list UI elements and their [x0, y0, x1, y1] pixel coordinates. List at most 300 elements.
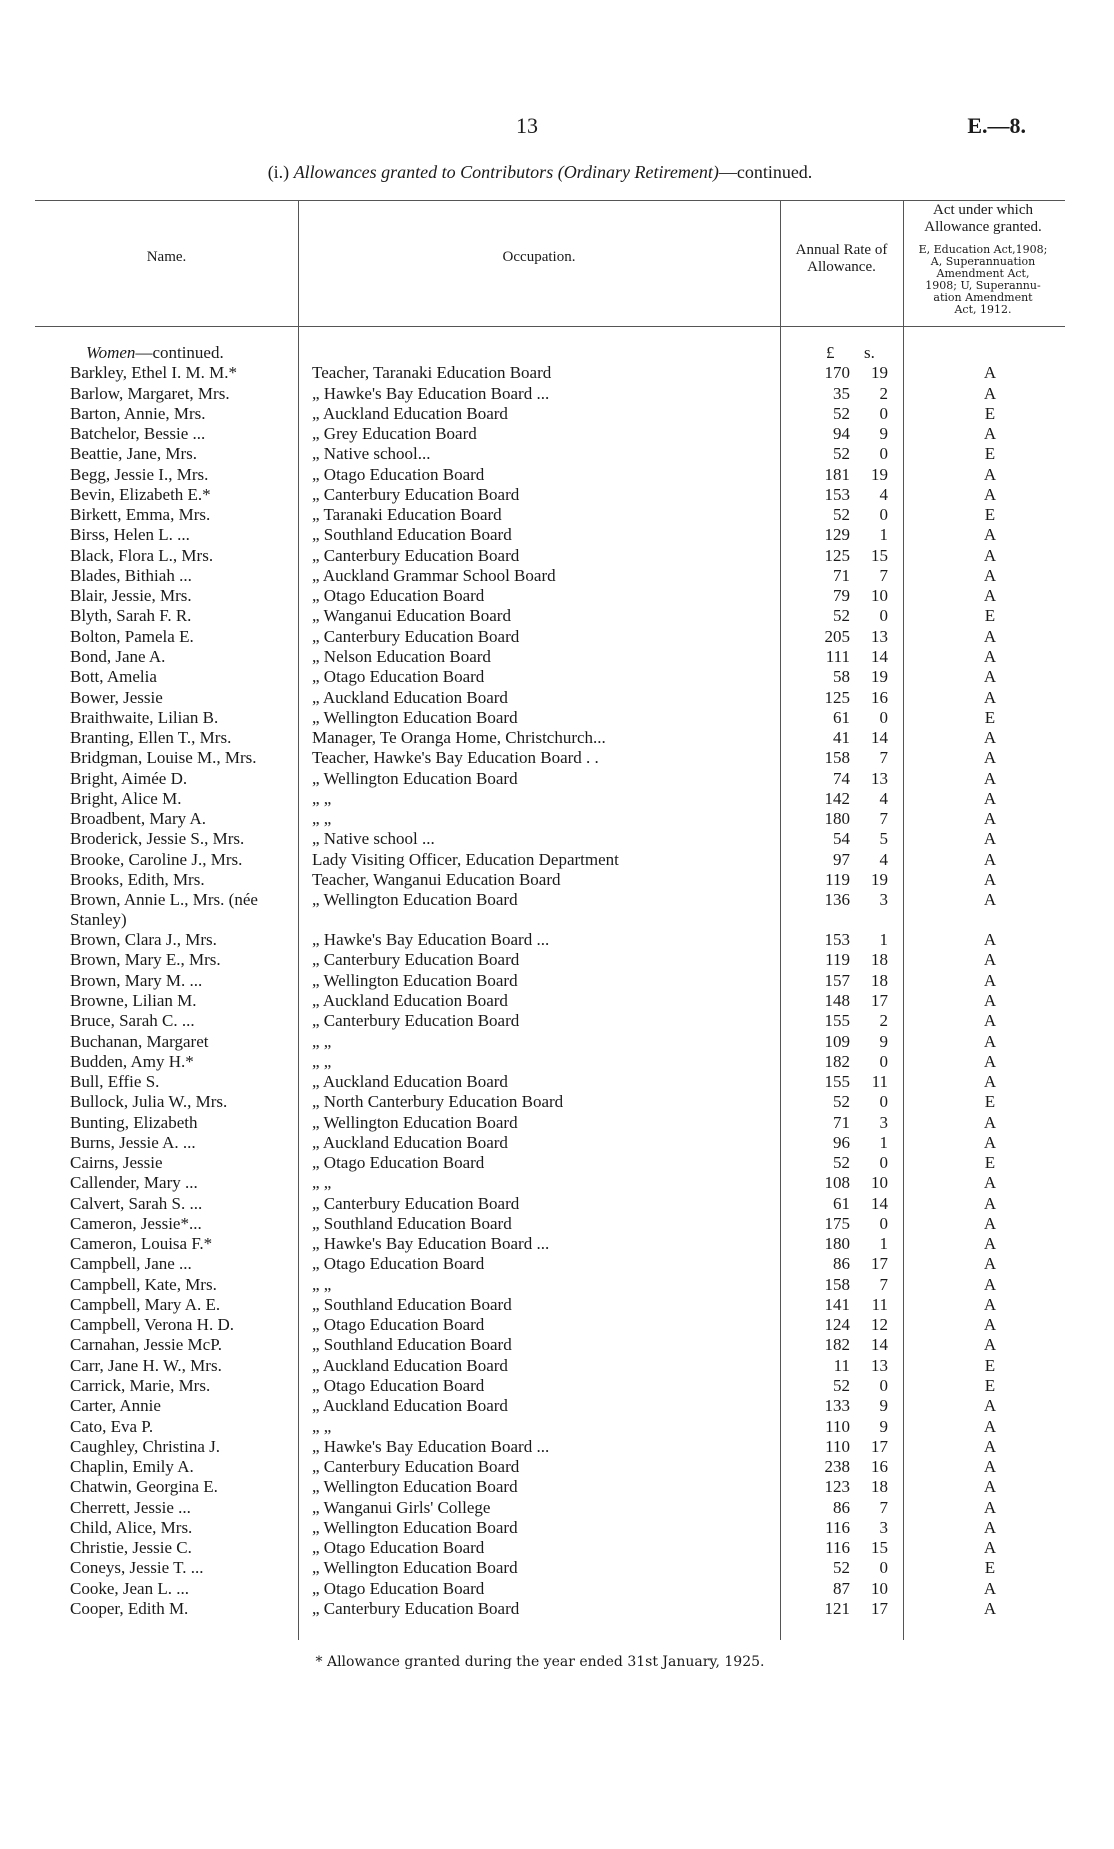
row-act: A [983, 788, 997, 808]
row-act: A [983, 768, 997, 788]
row-name: Cooke, Jean L. ... [70, 1578, 189, 1598]
table-row [0, 1254, 1114, 1274]
row-shillings: 19 [871, 667, 888, 687]
row-shillings: 7 [879, 1274, 888, 1294]
shilling-symbol: s. [864, 343, 875, 362]
row-occupation: „ Hawke's Bay Education Board ... [312, 1234, 550, 1254]
row-act: A [983, 565, 997, 585]
row-occupation: „ Wellington Education Board [312, 1558, 518, 1578]
row-act: A [983, 990, 997, 1010]
row-pounds: 86 [833, 1254, 850, 1274]
row-shillings: 2 [879, 1011, 888, 1031]
row-pounds: 52 [833, 505, 850, 525]
row-act: A [983, 1538, 997, 1558]
row-occupation: „ Otago Education Board [312, 1254, 485, 1274]
row-act: A [983, 687, 997, 707]
row-occupation: „ „ [312, 1051, 332, 1071]
row-act: A [983, 1315, 997, 1335]
row-act: A [983, 1396, 997, 1416]
row-name: Child, Alice, Mrs. [70, 1517, 193, 1537]
row-shillings: 7 [879, 1497, 888, 1517]
table-row [0, 444, 1114, 464]
row-act: A [983, 950, 997, 970]
row-pounds: 96 [833, 1132, 850, 1152]
table-row [0, 769, 1114, 789]
row-act: A [983, 383, 997, 403]
row-occupation: „ Otago Education Board [312, 1315, 485, 1335]
row-shillings: 0 [879, 1051, 888, 1071]
row-name: Carter, Annie [70, 1396, 161, 1416]
row-shillings: 5 [879, 829, 888, 849]
footnote: * Allowance granted during the year ended 31st January, 1925. [315, 1654, 765, 1670]
row-shillings: 18 [871, 950, 888, 970]
row-pounds: 52 [833, 606, 850, 626]
row-shillings: 17 [871, 1254, 888, 1274]
column-header-name: Name. [146, 249, 187, 265]
table-row [0, 1356, 1114, 1376]
table-row [0, 1315, 1114, 1335]
act-note-line2: A, Superannuation [930, 255, 1036, 268]
table-row [0, 525, 1114, 545]
row-shillings: 0 [879, 1092, 888, 1112]
table-row [0, 1194, 1114, 1214]
row-act: A [983, 424, 997, 444]
row-pounds: 125 [824, 687, 850, 707]
table-row [0, 566, 1114, 586]
table-row [0, 1558, 1114, 1578]
row-act: A [983, 728, 997, 748]
table-row [0, 1396, 1114, 1416]
row-shillings: 10 [871, 1578, 888, 1598]
row-act: A [983, 1497, 997, 1517]
row-pounds: 97 [833, 849, 850, 869]
row-act: A [983, 1112, 997, 1132]
row-name: Bull, Effie S. [70, 1072, 160, 1092]
row-occupation: Teacher, Hawke's Bay Education Board . . [312, 748, 599, 768]
row-act: A [983, 363, 997, 383]
row-pounds: 52 [833, 1092, 850, 1112]
row-occupation: „ Nelson Education Board [312, 646, 491, 666]
row-act: A [983, 849, 997, 869]
row-pounds: 41 [833, 728, 850, 748]
row-pounds: 52 [833, 444, 850, 464]
title-italic: Allowances granted to Contributors (Ordinary Retirement) [293, 162, 719, 182]
row-pounds: 52 [833, 1376, 850, 1396]
row-pounds: 125 [824, 545, 850, 565]
row-occupation: „ Southland Education Board [312, 1294, 512, 1314]
table-row [0, 971, 1114, 991]
row-act: A [983, 1335, 997, 1355]
row-shillings: 11 [871, 1072, 888, 1092]
row-occupation: „ Native school... [312, 444, 431, 464]
row-shillings: 3 [879, 890, 888, 910]
row-pounds: 155 [824, 1072, 850, 1092]
row-act: A [983, 809, 997, 829]
row-act: A [983, 586, 997, 606]
row-pounds: 86 [833, 1497, 850, 1517]
row-pounds: 108 [824, 1173, 850, 1193]
row-occupation: „ „ [312, 1031, 332, 1051]
row-name: Brown, Mary M. ... [70, 970, 203, 990]
row-act: A [983, 1517, 997, 1537]
row-occupation: „ Wellington Education Board [312, 1517, 518, 1537]
table-row [0, 1275, 1114, 1295]
row-occupation: „ Grey Education Board [312, 424, 477, 444]
row-name: Bevin, Elizabeth E.* [70, 484, 211, 504]
row-name: Bruce, Sarah C. ... [70, 1011, 195, 1031]
row-act: A [983, 1436, 997, 1456]
table-row [0, 586, 1114, 606]
row-name: Budden, Amy H.* [70, 1051, 194, 1071]
row-occupation: „ Canterbury Education Board [312, 1011, 520, 1031]
row-act: A [983, 1011, 997, 1031]
row-name: Blades, Bithiah ... [70, 565, 192, 585]
row-name: Cameron, Jessie*... [70, 1213, 202, 1233]
row-pounds: 180 [824, 809, 850, 829]
row-occupation: „ Auckland Education Board [312, 687, 508, 707]
row-name: Chaplin, Emily A. [70, 1457, 194, 1477]
row-occupation: „ Auckland Education Board [312, 1355, 508, 1375]
row-name: Begg, Jessie I., Mrs. [70, 464, 209, 484]
row-act: A [983, 484, 997, 504]
row-pounds: 158 [824, 1274, 850, 1294]
row-occupation: „ Wellington Education Board [312, 1112, 518, 1132]
row-shillings: 9 [879, 1416, 888, 1436]
row-name: Carrick, Marie, Mrs. [70, 1376, 211, 1396]
table-row [0, 505, 1114, 525]
row-name: Birss, Helen L. ... [70, 525, 190, 545]
row-shillings: 17 [871, 990, 888, 1010]
row-shillings: 0 [879, 1376, 888, 1396]
row-name: Bunting, Elizabeth [70, 1112, 198, 1132]
row-act: A [983, 646, 997, 666]
row-pounds: 182 [824, 1335, 850, 1355]
row-occupation: „ „ [312, 1173, 332, 1193]
row-shillings: 19 [871, 869, 888, 889]
row-act: E [984, 444, 996, 464]
table-row [0, 667, 1114, 687]
row-occupation: „ Otago Education Board [312, 1153, 485, 1173]
row-name: Brown, Clara J., Mrs. [70, 930, 217, 950]
row-occupation: „ Auckland Grammar School Board [312, 565, 556, 585]
row-name: Chatwin, Georgina E. [70, 1477, 218, 1497]
row-pounds: 148 [824, 990, 850, 1010]
row-act: A [983, 1132, 997, 1152]
row-occupation: Manager, Te Oranga Home, Christchurch... [312, 728, 606, 748]
row-act: A [983, 1578, 997, 1598]
row-pounds: 109 [824, 1031, 850, 1051]
table-row [0, 1498, 1114, 1518]
row-shillings: 2 [879, 383, 888, 403]
row-occupation: „ Canterbury Education Board [312, 545, 520, 565]
row-name: Bright, Aimée D. [70, 768, 188, 788]
row-occupation: „ Southland Education Board [312, 1213, 512, 1233]
row-name: Branting, Ellen T., Mrs. [70, 728, 232, 748]
table-row [0, 404, 1114, 424]
row-occupation: „ Auckland Education Board [312, 1072, 508, 1092]
row-act: E [984, 505, 996, 525]
table-row [0, 688, 1114, 708]
row-shillings: 13 [871, 1355, 888, 1375]
row-act: A [983, 890, 997, 910]
row-act: A [983, 1193, 997, 1213]
row-shillings: 0 [879, 1153, 888, 1173]
table-row [0, 1417, 1114, 1437]
row-name: Caughley, Christina J. [70, 1436, 220, 1456]
row-name: Carnahan, Jessie McP. [70, 1335, 223, 1355]
row-occupation: „ Canterbury Education Board [312, 1457, 520, 1477]
row-pounds: 158 [824, 748, 850, 768]
row-name: Cairns, Jessie [70, 1153, 163, 1173]
row-act: A [983, 1457, 997, 1477]
row-occupation: „ Taranaki Education Board [312, 505, 502, 525]
row-pounds: 119 [825, 950, 850, 970]
table-row [0, 1457, 1114, 1477]
row-act: A [983, 1477, 997, 1497]
row-shillings: 10 [871, 1173, 888, 1193]
row-name: Campbell, Mary A. E. [70, 1294, 221, 1314]
row-occupation: „ Otago Education Board [312, 667, 485, 687]
row-name: Carr, Jane H. W., Mrs. [70, 1355, 222, 1375]
column-header-act-line2: Allowance granted. [924, 219, 1042, 235]
row-shillings: 13 [871, 626, 888, 646]
table-row [0, 363, 1114, 383]
row-pounds: 182 [824, 1051, 850, 1071]
row-shillings: 0 [879, 1213, 888, 1233]
row-name: Bolton, Pamela E. [70, 626, 194, 646]
row-pounds: 74 [833, 768, 850, 788]
table-top-rule [35, 200, 1065, 201]
row-occupation: „ Auckland Education Board [312, 403, 508, 423]
column-header-occupation: Occupation. [502, 249, 576, 265]
header-bottom-rule [35, 326, 1065, 327]
table-row [0, 748, 1114, 768]
row-occupation: „ Hawke's Bay Education Board ... [312, 930, 550, 950]
section-heading-row [0, 343, 1114, 363]
row-occupation: „ Canterbury Education Board [312, 484, 520, 504]
table-row [0, 809, 1114, 829]
section-label-suffix: —continued. [135, 343, 224, 362]
row-act: A [983, 1072, 997, 1092]
row-shillings: 18 [871, 970, 888, 990]
table-row [0, 465, 1114, 485]
row-occupation: „ Southland Education Board [312, 1335, 512, 1355]
row-occupation: „ Wanganui Education Board [312, 606, 511, 626]
table-row [0, 991, 1114, 1011]
row-shillings: 11 [871, 1294, 888, 1314]
act-note-line5: ation Amendment [933, 291, 1033, 304]
table-row [0, 930, 1114, 950]
table-row [0, 1538, 1114, 1558]
row-occupation: „ Otago Education Board [312, 1538, 485, 1558]
table-row [0, 546, 1114, 566]
row-name: Burns, Jessie A. ... [70, 1132, 196, 1152]
row-occupation: „ Otago Education Board [312, 1376, 485, 1396]
row-shillings: 4 [879, 849, 888, 869]
table-row [0, 728, 1114, 748]
row-shillings: 4 [879, 484, 888, 504]
row-name: Buchanan, Margaret [70, 1031, 209, 1051]
table-row [0, 850, 1114, 870]
column-header-act-line1: Act under which [933, 202, 1033, 218]
row-act: A [983, 464, 997, 484]
row-name: Blair, Jessie, Mrs. [70, 586, 192, 606]
row-name: Campbell, Kate, Mrs. [70, 1274, 217, 1294]
row-pounds: 121 [824, 1598, 850, 1618]
table-row [0, 870, 1114, 890]
row-act: E [984, 1558, 996, 1578]
row-act: E [984, 403, 996, 423]
table-row [0, 1113, 1114, 1133]
row-act: E [984, 606, 996, 626]
row-shillings: 0 [879, 1558, 888, 1578]
act-note-line6: Act, 1912. [954, 303, 1012, 316]
row-name: Bond, Jane A. [70, 646, 166, 666]
table-row [0, 829, 1114, 849]
row-occupation: „ Canterbury Education Board [312, 626, 520, 646]
row-occupation: „ Southland Education Board [312, 525, 512, 545]
row-pounds: 181 [824, 464, 850, 484]
row-name: Bullock, Julia W., Mrs. [70, 1092, 228, 1112]
row-name: Bott, Amelia [70, 667, 157, 687]
row-shillings: 4 [879, 788, 888, 808]
table-row [0, 1173, 1114, 1193]
table-row [0, 890, 1114, 930]
row-occupation: „ Wellington Education Board [312, 890, 518, 910]
row-occupation: „ Otago Education Board [312, 586, 485, 606]
row-occupation: Lady Visiting Officer, Education Department [312, 849, 619, 869]
row-pounds: 79 [833, 586, 850, 606]
row-name: Brooks, Edith, Mrs. [70, 869, 205, 889]
row-pounds: 119 [825, 869, 850, 889]
table-row [0, 708, 1114, 728]
table-row [0, 424, 1114, 444]
table-row [0, 1092, 1114, 1112]
row-shillings: 0 [879, 606, 888, 626]
row-pounds: 153 [824, 930, 850, 950]
row-name: Birkett, Emma, Mrs. [70, 505, 211, 525]
row-occupation: „ „ [312, 788, 332, 808]
row-shillings: 14 [871, 646, 888, 666]
act-note-line4: 1908; U, Superannu- [925, 279, 1041, 292]
row-name: Broadbent, Mary A. [70, 809, 206, 829]
row-name: Barton, Annie, Mrs. [70, 403, 206, 423]
row-act: A [983, 667, 997, 687]
row-pounds: 87 [833, 1578, 850, 1598]
row-act: A [983, 525, 997, 545]
row-name: Coneys, Jessie T. ... [70, 1558, 204, 1578]
row-pounds: 71 [833, 565, 850, 585]
row-shillings: 3 [879, 1112, 888, 1132]
table-row [0, 647, 1114, 667]
allowances-table-body [0, 343, 1114, 1619]
row-act: A [983, 1173, 997, 1193]
row-name: Callender, Mary ... [70, 1173, 198, 1193]
row-name: Bridgman, Louise M., Mrs. [70, 748, 257, 768]
row-occupation: „ Hawke's Bay Education Board ... [312, 383, 550, 403]
row-act: A [983, 545, 997, 565]
table-row [0, 1133, 1114, 1153]
table-row [0, 789, 1114, 809]
row-name: Calvert, Sarah S. ... [70, 1193, 203, 1213]
table-row [0, 1072, 1114, 1092]
row-shillings: 10 [871, 586, 888, 606]
row-name: Brown, Mary E., Mrs. [70, 950, 221, 970]
row-shillings: 12 [871, 1315, 888, 1335]
row-pounds: 52 [833, 403, 850, 423]
column-header-rate-line2: Allowance. [807, 259, 876, 275]
row-shillings: 15 [871, 1538, 888, 1558]
row-pounds: 110 [825, 1436, 850, 1456]
row-occupation: „ „ [312, 1274, 332, 1294]
table-row [0, 485, 1114, 505]
row-pounds: 153 [824, 484, 850, 504]
row-shillings: 0 [879, 707, 888, 727]
column-header-rate-line1: Annual Rate of [795, 242, 888, 258]
row-pounds: 133 [824, 1396, 850, 1416]
table-row [0, 1579, 1114, 1599]
row-occupation: Teacher, Taranaki Education Board [312, 363, 552, 383]
pound-symbol: £ [826, 343, 835, 362]
section-heading [86, 343, 224, 363]
row-shillings: 0 [879, 403, 888, 423]
row-name: Beattie, Jane, Mrs. [70, 444, 197, 464]
table-row [0, 606, 1114, 626]
row-pounds: 155 [824, 1011, 850, 1031]
row-occupation: Teacher, Wanganui Education Board [312, 869, 561, 889]
table-row [0, 1153, 1114, 1173]
row-shillings: 1 [879, 1234, 888, 1254]
table-row [0, 1376, 1114, 1396]
row-occupation: „ Canterbury Education Board [312, 1193, 520, 1213]
row-act: A [983, 1213, 997, 1233]
row-name: Cherrett, Jessie ... [70, 1497, 191, 1517]
page-title [0, 162, 1080, 183]
row-pounds: 170 [824, 363, 850, 383]
row-act: E [984, 1355, 996, 1375]
row-shillings: 0 [879, 505, 888, 525]
row-name: Blyth, Sarah F. R. [70, 606, 192, 626]
row-shillings: 13 [871, 768, 888, 788]
row-name: Bower, Jessie [70, 687, 163, 707]
row-shillings: 0 [879, 444, 888, 464]
table-row [0, 1052, 1114, 1072]
document-reference: E.—8. [967, 113, 1026, 138]
row-shillings: 7 [879, 748, 888, 768]
table-row [0, 1234, 1114, 1254]
row-name: Cameron, Louisa F.* [70, 1234, 213, 1254]
row-act: E [984, 1092, 996, 1112]
row-name: Brooke, Caroline J., Mrs. [70, 849, 243, 869]
act-note-line3: Amendment Act, [936, 267, 1030, 280]
row-pounds: 123 [824, 1477, 850, 1497]
row-name: Cooper, Edith M. [70, 1598, 189, 1618]
row-shillings: 7 [879, 565, 888, 585]
row-pounds: 124 [824, 1315, 850, 1335]
row-name: Christie, Jessie C. [70, 1538, 192, 1558]
row-act: A [983, 1598, 997, 1618]
row-occupation: „ Canterbury Education Board [312, 1598, 520, 1618]
row-shillings: 9 [879, 1031, 888, 1051]
row-shillings: 17 [871, 1436, 888, 1456]
row-name: Braithwaite, Lilian B. [70, 707, 219, 727]
row-pounds: 94 [833, 424, 850, 444]
table-row [0, 1214, 1114, 1234]
row-shillings: 1 [879, 1132, 888, 1152]
row-pounds: 52 [833, 1153, 850, 1173]
table-row [0, 1032, 1114, 1052]
row-pounds: 141 [824, 1294, 850, 1314]
